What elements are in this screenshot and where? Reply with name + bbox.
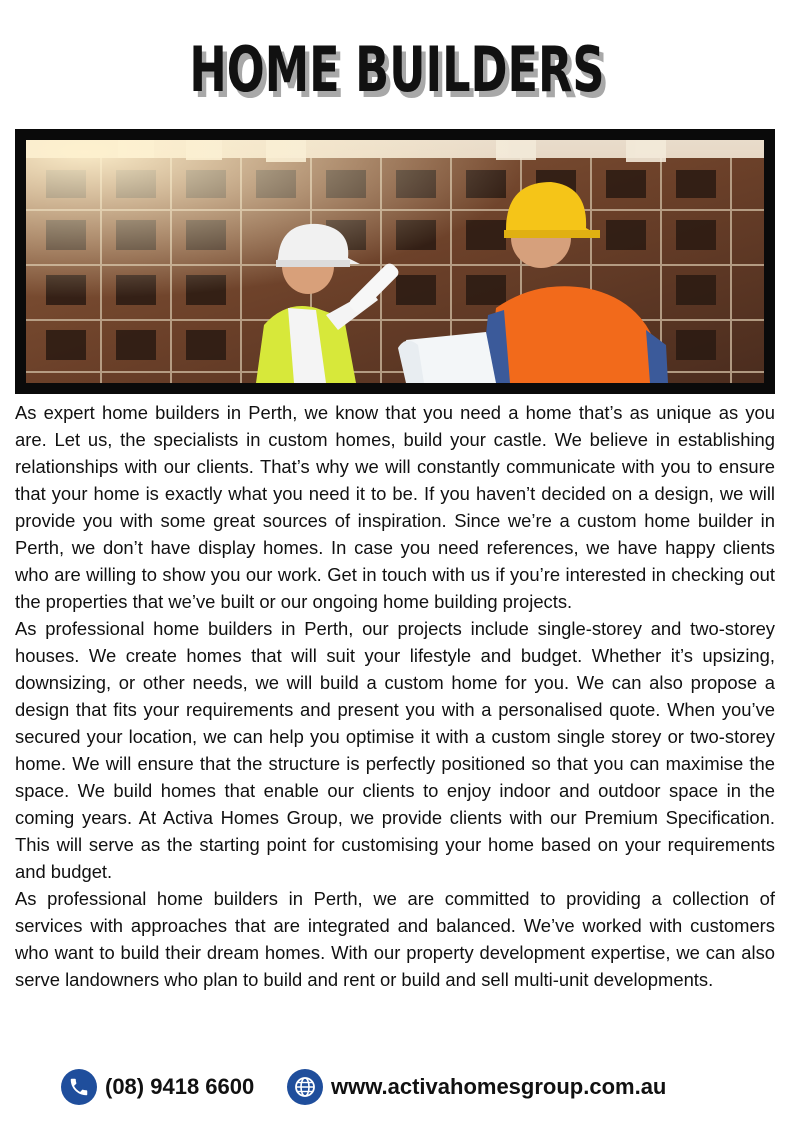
phone-contact[interactable]	[61, 1068, 254, 1106]
paragraph-3: As professional home builders in Perth, we are committed to providing a collection of services with approaches that are integrated and balanced. We’ve worked with customers who want to build their dream homes. With our property development expertise, we can also serve landowners who plan to build and rent or build and sell multi-unit developments.	[15, 888, 775, 990]
website-link[interactable]: www.activahomesgroup.com.au	[331, 1074, 667, 1099]
footer	[0, 1068, 794, 1110]
page-title: HOME BUILDERS	[189, 33, 605, 106]
paragraph-2: As professional home builders in Perth, our projects include single-storey and two-storey houses. We create homes that will suit your lifestyle and budget. Whether it’s upsizing, downsizing, or other needs, we will build a custom home for you. We can also propose a design that fits your requirements and present you with a personalised quote. When you’ve secured your location, we can help you optimise it with a custom single storey or two-storey home. We will ensure that the structure is perfectly positioned so that you can maximise the space. We build homes that enable our clients to enjoy indoor and outdoor space in the coming years. At Activa Homes Group, we provide clients with our Premium Specification. This will serve as the starting point for customising your home based on your requirements and budget.	[15, 618, 775, 882]
body-text	[15, 399, 775, 993]
phone-icon	[61, 1069, 97, 1105]
paragraph-1: As expert home builders in Perth, we know that you need a home that’s as unique as you are. Let us, the specialists in custom homes, build your castle. We believe in establishing relationships with our clients. That’s why we will constantly communicate with you to ensure that your home is exactly what you need it to be. If you haven’t decided on a design, we will provide you with some great sources of inspiration. Since we’re a custom home builder in Perth, we don’t have display homes. In case you need references, we have happy clients who are willing to show you our work. Get in touch with us if you’re interested in checking out the properties that we’ve built or our ongoing home building projects.	[15, 402, 775, 612]
phone-number[interactable]: (08) 9418 6600	[105, 1074, 255, 1099]
hero-photo	[15, 129, 775, 394]
globe-icon	[287, 1069, 323, 1105]
construction-site-photo-icon	[26, 140, 764, 383]
website-contact[interactable]	[287, 1068, 666, 1106]
